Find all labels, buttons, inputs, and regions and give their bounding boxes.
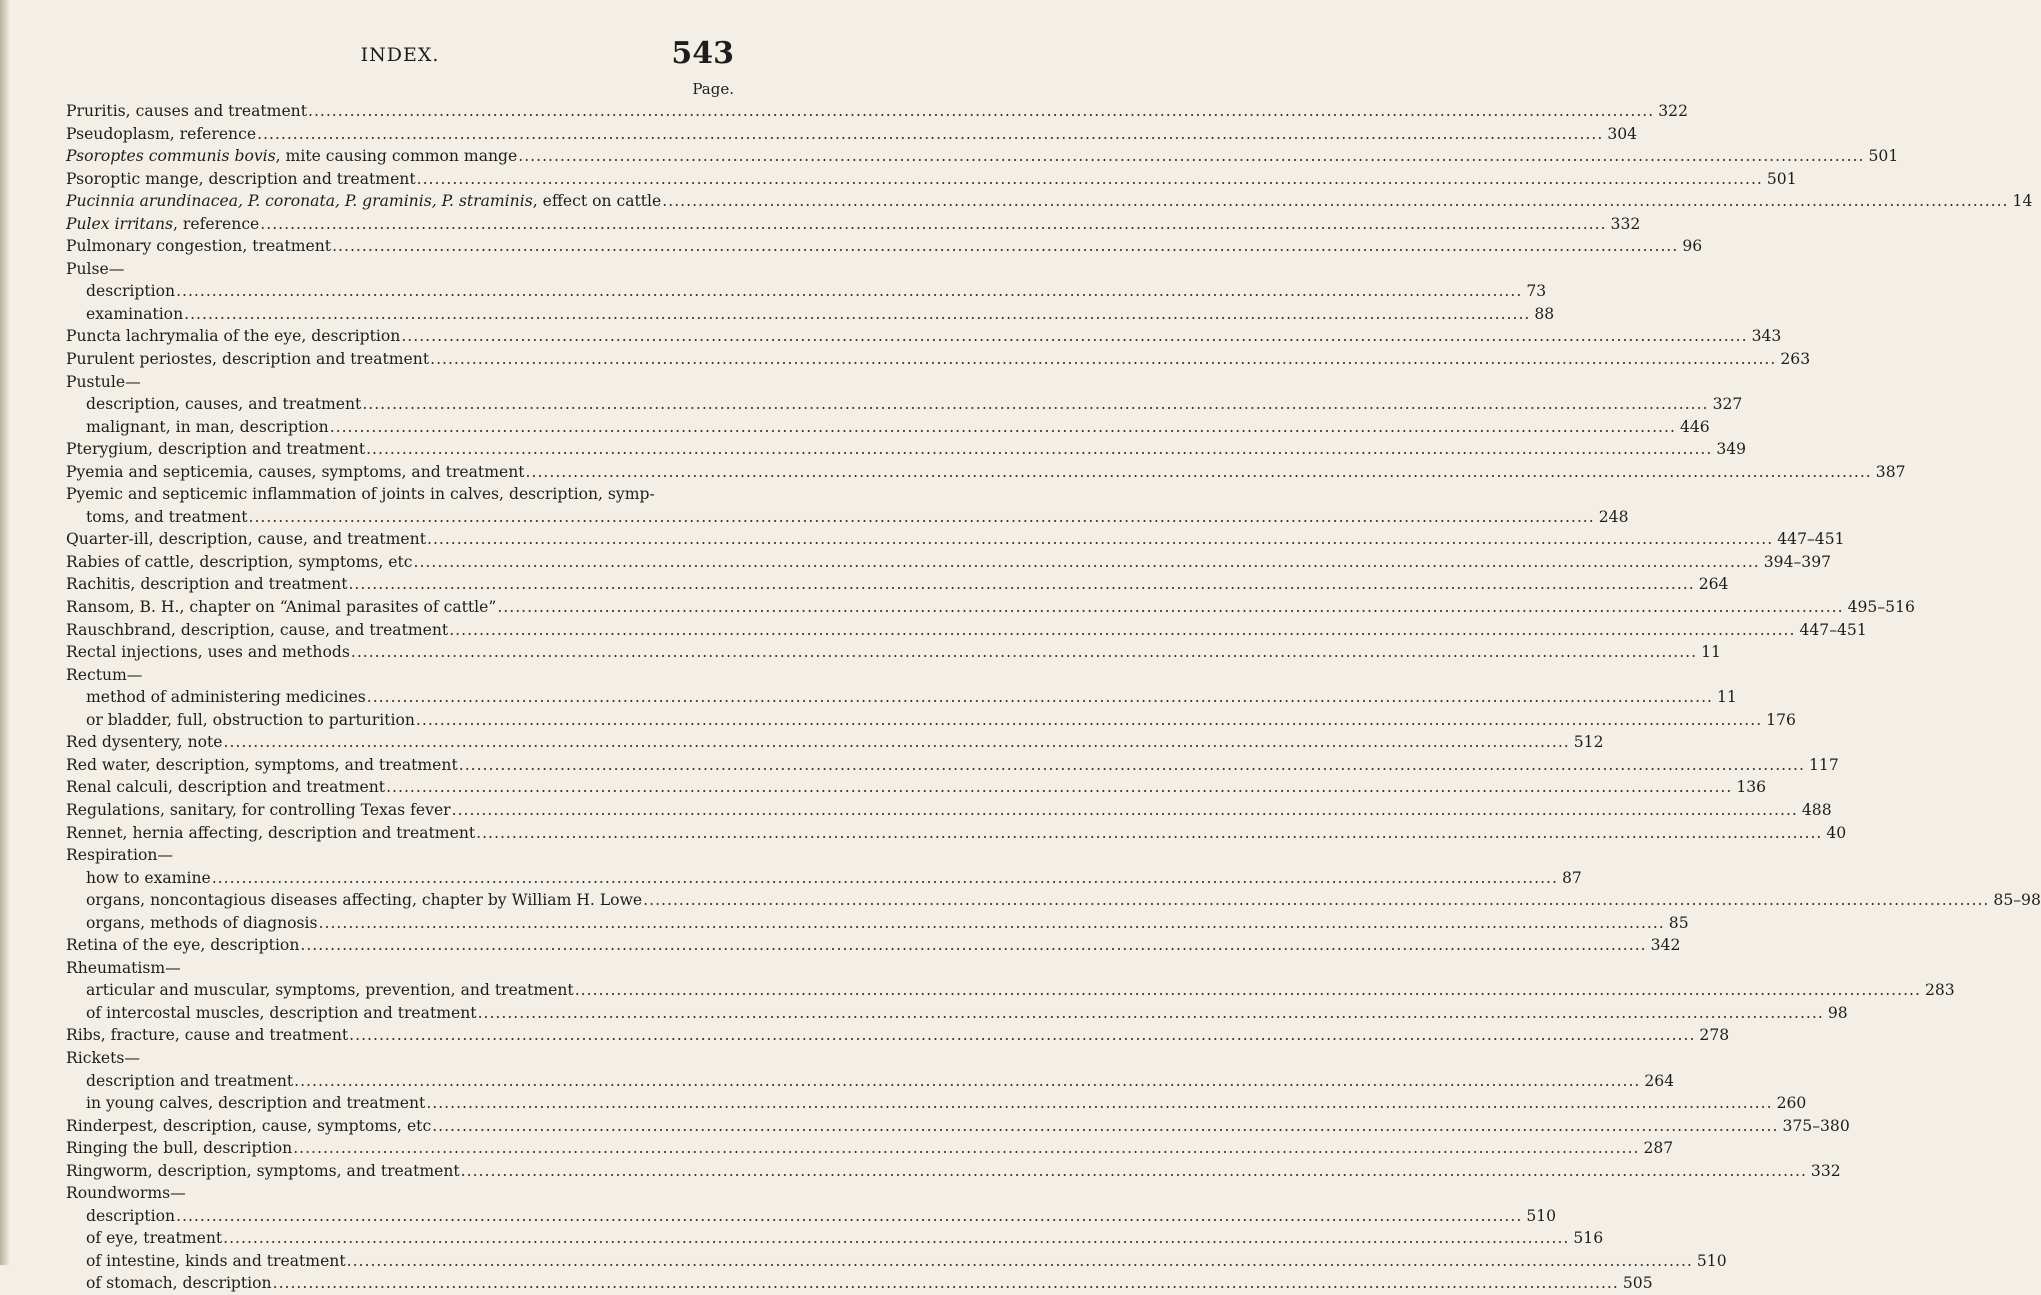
index-entry-text: or bladder, full, obstruction to parturition <box>86 710 415 729</box>
leader-dots <box>449 619 1795 642</box>
index-entry <box>66 551 1832 574</box>
page-header <box>66 34 734 78</box>
index-entry <box>66 867 1582 890</box>
leader-dots <box>257 123 1603 146</box>
index-entry-page: 394–397 <box>1763 552 1832 571</box>
leader-dots <box>461 1160 1807 1183</box>
index-entry-text: malignant, in man, description <box>86 417 329 436</box>
index-entry <box>66 483 734 506</box>
leader-dots <box>426 1092 1772 1115</box>
index-entry <box>66 1227 1604 1250</box>
leader-dots <box>452 799 1798 822</box>
index-page <box>66 34 2041 1295</box>
index-entry-text: Retina of the eye, description <box>66 936 300 955</box>
index-entry-text: Rheumatism— <box>66 958 181 977</box>
index-entry-text: Pucinnia arundinacea, P. coronata, P. graminis, P. straminis, effect on cattle <box>66 192 662 211</box>
leader-dots <box>308 100 1654 123</box>
leader-dots <box>348 573 1694 596</box>
index-entry-text: how to examine <box>86 868 211 887</box>
index-entry <box>66 889 2041 912</box>
leader-dots <box>347 1250 1693 1273</box>
index-entry-text: Psoroptic mange, description and treatment <box>66 169 416 188</box>
index-entry <box>66 776 1767 799</box>
leader-dots <box>401 325 1747 348</box>
index-entry-page: 510 <box>1526 1206 1557 1225</box>
index-entry-page: 510 <box>1696 1251 1727 1270</box>
index-entry-text: of eye, treatment <box>86 1229 223 1248</box>
index-entry-text: Ransom, B. H., chapter on “Animal parasites of cattle” <box>66 598 497 617</box>
index-entry-page: 88 <box>1534 304 1555 323</box>
index-entry <box>66 664 734 687</box>
index-entry <box>66 190 2033 213</box>
index-entry-page: 136 <box>1736 778 1767 797</box>
leader-dots <box>330 416 1676 439</box>
index-entry-text: examination <box>86 304 184 323</box>
index-entry-page: 87 <box>1561 868 1582 887</box>
index-entry-page: 287 <box>1643 1139 1674 1158</box>
index-entry-text: Rachitis, description and treatment <box>66 575 348 594</box>
index-entry-page: 342 <box>1650 936 1681 955</box>
index-entry <box>66 1272 1653 1295</box>
index-entry <box>66 709 1796 732</box>
index-entry-page: 322 <box>1658 102 1688 120</box>
index-entry-text: Rickets— <box>66 1048 141 1067</box>
index-entry-text: Rectal injections, uses and methods <box>66 643 350 662</box>
index-entry-page: 488 <box>1801 800 1832 819</box>
index-entry-page: 40 <box>1826 823 1847 842</box>
leader-dots <box>319 912 1665 935</box>
index-entry-text: description, causes, and treatment <box>86 395 362 414</box>
index-entry <box>66 168 1797 191</box>
index-entry-page: 501 <box>1868 147 1899 166</box>
index-entry-text: Roundworms— <box>66 1184 186 1203</box>
index-entry-text: of intestine, kinds and treatment <box>86 1251 346 1270</box>
index-entry-page: 98 <box>1827 1003 1848 1022</box>
leader-dots <box>332 235 1678 258</box>
index-entry-text: Pulse— <box>66 259 125 278</box>
index-entry-text: Pustule— <box>66 372 141 391</box>
leader-dots <box>184 303 1530 326</box>
leader-dots <box>575 979 1921 1002</box>
index-entry <box>66 393 1743 416</box>
index-entry <box>66 1137 1674 1160</box>
leader-dots <box>386 776 1732 799</box>
index-entry <box>66 1002 1848 1025</box>
index-entry <box>66 844 734 867</box>
index-entry <box>66 1205 1557 1228</box>
index-entry-text: Rennet, hernia affecting, description and treatment <box>66 823 476 842</box>
leader-dots <box>273 1272 1619 1295</box>
leader-dots <box>430 348 1776 371</box>
index-entry-text: toms, and treatment <box>86 507 248 526</box>
leader-dots <box>362 393 1708 416</box>
leader-dots <box>176 280 1522 303</box>
index-entry-page: 263 <box>1780 350 1811 369</box>
index-entry-text: Quarter-ill, description, cause, and treatment <box>66 530 426 549</box>
index-entry-page: 505 <box>1622 1274 1653 1293</box>
index-entry-page: 495–516 <box>1847 598 1915 617</box>
index-entry-text: in young calves, description and treatment <box>86 1094 426 1113</box>
index-entry-text: Rinderpest, description, cause, symptoms, etc <box>66 1116 432 1135</box>
index-entry <box>66 912 1689 935</box>
leader-dots <box>366 438 1712 461</box>
index-entry <box>66 123 1638 146</box>
index-entry-page: 11 <box>1717 688 1737 707</box>
leader-dots <box>367 686 1713 709</box>
index-entry-text: organs, methods of diagnosis <box>86 913 318 932</box>
index-entry <box>66 979 1955 1002</box>
index-entry-page: 73 <box>1526 282 1547 301</box>
index-entry-text: Ringworm, description, symptoms, and treatment <box>66 1161 460 1180</box>
page-column-heading: Page. <box>692 80 734 98</box>
index-entry-text: Ribs, fracture, cause and treatment <box>66 1026 349 1045</box>
leader-dots <box>224 731 1570 754</box>
index-entry-page: 85–98 <box>1993 891 2041 910</box>
index-entry-text: method of administering medicines <box>86 688 366 707</box>
index-entry-text: Renal calculi, description and treatment <box>66 778 386 797</box>
leader-dots <box>478 1002 1824 1025</box>
index-entry-text: Ringing the bull, description <box>66 1139 293 1158</box>
index-entry-page: 387 <box>1875 462 1906 481</box>
index-entry-page: 176 <box>1766 710 1796 729</box>
index-entry-page: 446 <box>1679 417 1710 436</box>
index-entry <box>66 731 1604 754</box>
index-entry <box>66 822 1847 845</box>
index-entry <box>66 461 1906 484</box>
index-entry-text: Psoroptes communis bovis, mite causing common mange <box>66 147 518 166</box>
index-entry <box>66 1115 1850 1138</box>
leader-dots <box>417 168 1763 191</box>
index-entry-text: Pseudoplasm, reference <box>66 124 257 143</box>
leader-dots <box>212 867 1558 890</box>
index-entry <box>66 1047 734 1070</box>
index-entry-text: Pterygium, description and treatment <box>66 440 366 459</box>
index-entry-text: Pyemia and septicemia, causes, symptoms, and treatment <box>66 462 525 481</box>
leader-dots <box>416 709 1762 732</box>
index-entry <box>66 506 1629 529</box>
index-entry-text: Respiration— <box>66 846 173 865</box>
index-entry <box>66 619 1867 642</box>
index-entry-text: Purulent periostes, description and treatment <box>66 350 430 369</box>
index-entry <box>66 213 1641 236</box>
index-entry-page: 96 <box>1682 237 1703 256</box>
index-entry-text: Regulations, sanitary, for controlling Texas fever <box>66 800 451 819</box>
index-entry-page: 117 <box>1808 755 1839 774</box>
leader-dots <box>260 213 1606 236</box>
leader-dots <box>248 506 1594 529</box>
leader-dots <box>293 1137 1639 1160</box>
index-entry <box>66 641 1721 664</box>
leader-dots <box>497 596 1843 619</box>
index-entry <box>66 100 1688 123</box>
leader-dots <box>518 145 1864 168</box>
index-entry-text: of intercostal muscles, description and treatment <box>86 1003 477 1022</box>
index-entry-page: 327 <box>1712 395 1743 414</box>
index-entry <box>66 1070 1675 1093</box>
leader-dots <box>459 754 1805 777</box>
index-entry <box>66 280 1547 303</box>
index-entry-page: 304 <box>1607 124 1638 143</box>
index-entry <box>66 957 734 980</box>
index-entry-page: 11 <box>1701 643 1721 662</box>
index-entry-text: description and treatment <box>86 1071 294 1090</box>
index-entry-text: Rectum— <box>66 665 143 684</box>
index-entry <box>66 934 1681 957</box>
index-entry <box>66 416 1710 439</box>
index-entry-page: 501 <box>1766 169 1797 188</box>
leader-dots <box>349 1024 1695 1047</box>
index-entry-page: 447–451 <box>1799 620 1867 639</box>
index-entry-page: 343 <box>1751 327 1782 346</box>
leader-dots <box>526 461 1872 484</box>
index-entry <box>66 258 734 281</box>
page-title: INDEX. <box>360 44 440 66</box>
index-entry-text: Rauschbrand, description, cause, and treatment <box>66 620 449 639</box>
index-entry-text: Red dysentery, note <box>66 733 223 752</box>
page-number: 543 <box>671 36 734 71</box>
index-entry-page: 332 <box>1810 1161 1841 1180</box>
index-entry <box>66 754 1839 777</box>
index-entry-page: 349 <box>1716 440 1747 459</box>
index-entry-page: 447–451 <box>1777 530 1845 549</box>
index-entries <box>66 100 2041 1295</box>
index-entry-page: 278 <box>1699 1026 1730 1045</box>
page-binding-edge <box>0 0 10 1265</box>
index-entry-text: Pyemic and septicemic inflammation of joints in calves, description, symp- <box>66 485 655 504</box>
index-entry-text: Pulex irritans, reference <box>66 214 260 233</box>
index-entry-text: Pruritis, causes and treatment <box>66 102 307 120</box>
leader-dots <box>662 190 2008 213</box>
leader-dots <box>432 1115 1778 1138</box>
index-entry <box>66 573 1729 596</box>
index-entry-page: 264 <box>1698 575 1729 594</box>
index-entry <box>66 1024 1730 1047</box>
index-entry <box>66 371 734 394</box>
index-entry-page: 260 <box>1776 1094 1807 1113</box>
leader-dots <box>300 934 1646 957</box>
index-entry-page: 14 <box>2012 192 2033 211</box>
index-entry <box>66 1092 1807 1115</box>
index-entry <box>66 596 1915 619</box>
index-entry-page: 283 <box>1924 981 1955 1000</box>
index-entry-page: 332 <box>1610 214 1641 233</box>
leader-dots <box>414 551 1760 574</box>
index-entry <box>66 235 1703 258</box>
index-entry-text: description <box>86 1206 176 1225</box>
leader-dots <box>476 822 1822 845</box>
leader-dots <box>176 1205 1522 1228</box>
index-entry-text: articular and muscular, symptoms, prevention, and treatment <box>86 981 574 1000</box>
index-entry <box>66 528 1845 551</box>
index-entry-text: of stomach, description <box>86 1274 272 1293</box>
index-entry <box>66 686 1737 709</box>
leader-dots <box>643 889 1989 912</box>
index-entry-text: Pulmonary congestion, treatment <box>66 237 332 256</box>
index-entry-text: organs, noncontagious diseases affecting, chapter by William H. Lowe <box>86 891 643 910</box>
index-entry-page: 85 <box>1668 913 1689 932</box>
index-entry <box>66 145 1899 168</box>
index-entry <box>66 438 1747 461</box>
leader-dots <box>427 528 1773 551</box>
leader-dots <box>223 1227 1569 1250</box>
index-entry <box>66 1250 1727 1273</box>
index-entry-text: Rabies of cattle, description, symptoms, etc <box>66 552 413 571</box>
index-entry <box>66 348 1811 371</box>
index-entry-text: description <box>86 282 176 301</box>
index-entry <box>66 303 1555 326</box>
index-entry <box>66 1182 734 1205</box>
index-entry <box>66 1160 1841 1183</box>
index-entry-page: 516 <box>1573 1229 1604 1248</box>
leader-dots <box>351 641 1697 664</box>
index-entry-page: 375–380 <box>1782 1116 1850 1135</box>
index-entry-text: Puncta lachrymalia of the eye, description <box>66 327 401 346</box>
index-entry-page: 248 <box>1598 507 1629 526</box>
index-entry <box>66 325 1782 348</box>
index-entry-page: 512 <box>1573 733 1604 752</box>
index-entry-page: 264 <box>1644 1071 1675 1090</box>
index-entry <box>66 799 1832 822</box>
leader-dots <box>294 1070 1640 1093</box>
index-entry-text: Red water, description, symptoms, and treatment <box>66 755 458 774</box>
